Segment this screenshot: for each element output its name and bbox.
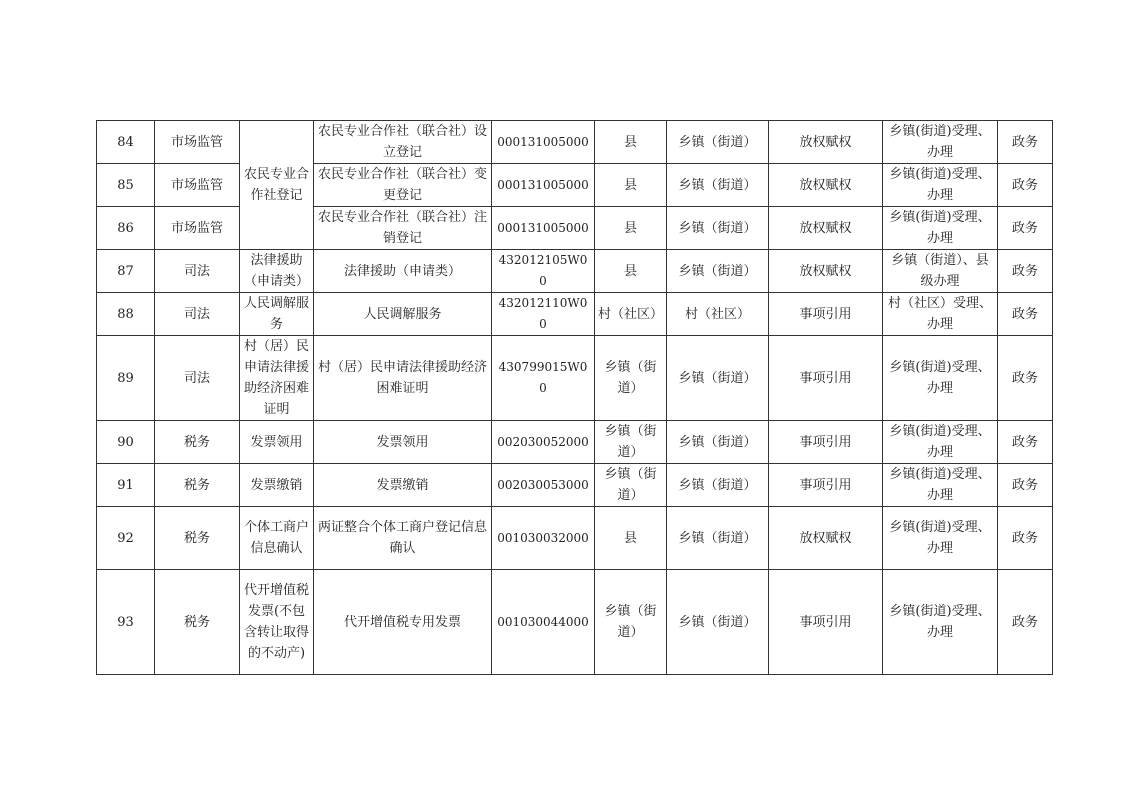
cell-item: 村（居）民申请法律援助经济困难证明	[314, 336, 492, 421]
cell-method: 放权赋权	[769, 507, 883, 570]
cell-item: 人民调解服务	[314, 293, 492, 336]
cell-level: 县	[595, 507, 667, 570]
cell-type: 政务	[998, 570, 1053, 675]
cell-handler: 乡镇（街道）	[667, 250, 769, 293]
cell-type: 政务	[998, 464, 1053, 507]
cell-item: 法律援助（申请类）	[314, 250, 492, 293]
cell-dept: 司法	[155, 293, 240, 336]
cell-type: 政务	[998, 250, 1053, 293]
cell-item: 发票领用	[314, 421, 492, 464]
cell-dept: 司法	[155, 336, 240, 421]
cell-handler: 乡镇（街道）	[667, 570, 769, 675]
table-row	[97, 336, 1053, 421]
cell-mode: 乡镇（街道）、县级办理	[883, 250, 998, 293]
cell-level: 乡镇（街道）	[595, 336, 667, 421]
cell-no: 90	[97, 421, 155, 464]
cell-item: 农民专业合作社（联合社）设立登记	[314, 121, 492, 164]
cell-no: 88	[97, 293, 155, 336]
cell-dept: 税务	[155, 507, 240, 570]
cell-category: 法律援助（申请类）	[240, 250, 314, 293]
cell-type: 政务	[998, 207, 1053, 250]
table-row	[97, 464, 1053, 507]
cell-no: 89	[97, 336, 155, 421]
cell-handler: 村（社区）	[667, 293, 769, 336]
cell-dept: 市场监管	[155, 121, 240, 164]
cell-dept: 市场监管	[155, 207, 240, 250]
cell-level: 县	[595, 207, 667, 250]
cell-category: 村（居）民申请法律援助经济困难证明	[240, 336, 314, 421]
cell-level: 乡镇（街道）	[595, 464, 667, 507]
cell-method: 事项引用	[769, 464, 883, 507]
cell-type: 政务	[998, 336, 1053, 421]
cell-mode: 乡镇(街道)受理、办理	[883, 121, 998, 164]
cell-code: 000131005000	[492, 207, 595, 250]
cell-item: 两证整合个体工商户登记信息确认	[314, 507, 492, 570]
cell-type: 政务	[998, 293, 1053, 336]
cell-handler: 乡镇（街道）	[667, 336, 769, 421]
cell-type: 政务	[998, 507, 1053, 570]
cell-handler: 乡镇（街道）	[667, 507, 769, 570]
cell-level: 县	[595, 164, 667, 207]
cell-code: 000131005000	[492, 121, 595, 164]
cell-category: 农民专业合作社登记	[240, 121, 314, 250]
table-row	[97, 421, 1053, 464]
cell-item: 代开增值税专用发票	[314, 570, 492, 675]
cell-code: 001030032000	[492, 507, 595, 570]
cell-level: 县	[595, 250, 667, 293]
cell-method: 事项引用	[769, 570, 883, 675]
cell-mode: 乡镇(街道)受理、办理	[883, 421, 998, 464]
cell-mode: 乡镇(街道)受理、办理	[883, 464, 998, 507]
cell-method: 事项引用	[769, 336, 883, 421]
cell-dept: 税务	[155, 421, 240, 464]
cell-category: 发票缴销	[240, 464, 314, 507]
cell-type: 政务	[998, 421, 1053, 464]
cell-category: 代开增值税发票(不包含转让取得的不动产)	[240, 570, 314, 675]
cell-handler: 乡镇（街道）	[667, 121, 769, 164]
cell-level: 县	[595, 121, 667, 164]
cell-no: 92	[97, 507, 155, 570]
cell-mode: 乡镇(街道)受理、办理	[883, 570, 998, 675]
cell-mode: 乡镇(街道)受理、办理	[883, 336, 998, 421]
cell-level: 乡镇（街道）	[595, 421, 667, 464]
cell-category: 发票领用	[240, 421, 314, 464]
cell-no: 93	[97, 570, 155, 675]
cell-level: 村（社区）	[595, 293, 667, 336]
cell-mode: 村（社区）受理、办理	[883, 293, 998, 336]
cell-mode: 乡镇(街道)受理、办理	[883, 164, 998, 207]
cell-dept: 司法	[155, 250, 240, 293]
cell-method: 事项引用	[769, 293, 883, 336]
table-row	[97, 293, 1053, 336]
cell-code: 001030044000	[492, 570, 595, 675]
cell-item: 农民专业合作社（联合社）注销登记	[314, 207, 492, 250]
cell-mode: 乡镇(街道)受理、办理	[883, 507, 998, 570]
cell-dept: 市场监管	[155, 164, 240, 207]
cell-handler: 乡镇（街道）	[667, 164, 769, 207]
cell-no: 91	[97, 464, 155, 507]
cell-method: 事项引用	[769, 421, 883, 464]
cell-no: 87	[97, 250, 155, 293]
table-row	[97, 121, 1053, 164]
cell-code: 430799015W00	[492, 336, 595, 421]
cell-no: 85	[97, 164, 155, 207]
cell-code: 432012105W00	[492, 250, 595, 293]
cell-handler: 乡镇（街道）	[667, 421, 769, 464]
matters-table	[96, 120, 1053, 675]
cell-code: 432012110W00	[492, 293, 595, 336]
cell-code: 002030053000	[492, 464, 595, 507]
cell-dept: 税务	[155, 570, 240, 675]
cell-dept: 税务	[155, 464, 240, 507]
cell-code: 002030052000	[492, 421, 595, 464]
cell-type: 政务	[998, 121, 1053, 164]
cell-category: 个体工商户信息确认	[240, 507, 314, 570]
cell-mode: 乡镇(街道)受理、办理	[883, 207, 998, 250]
cell-method: 放权赋权	[769, 164, 883, 207]
table-row	[97, 570, 1053, 675]
cell-method: 放权赋权	[769, 121, 883, 164]
cell-item: 发票缴销	[314, 464, 492, 507]
cell-method: 放权赋权	[769, 250, 883, 293]
cell-handler: 乡镇（街道）	[667, 464, 769, 507]
cell-code: 000131005000	[492, 164, 595, 207]
cell-no: 84	[97, 121, 155, 164]
table-row	[97, 250, 1053, 293]
cell-level: 乡镇（街道）	[595, 570, 667, 675]
cell-handler: 乡镇（街道）	[667, 207, 769, 250]
cell-category: 人民调解服务	[240, 293, 314, 336]
cell-item: 农民专业合作社（联合社）变更登记	[314, 164, 492, 207]
table-row	[97, 507, 1053, 570]
cell-method: 放权赋权	[769, 207, 883, 250]
cell-type: 政务	[998, 164, 1053, 207]
cell-no: 86	[97, 207, 155, 250]
